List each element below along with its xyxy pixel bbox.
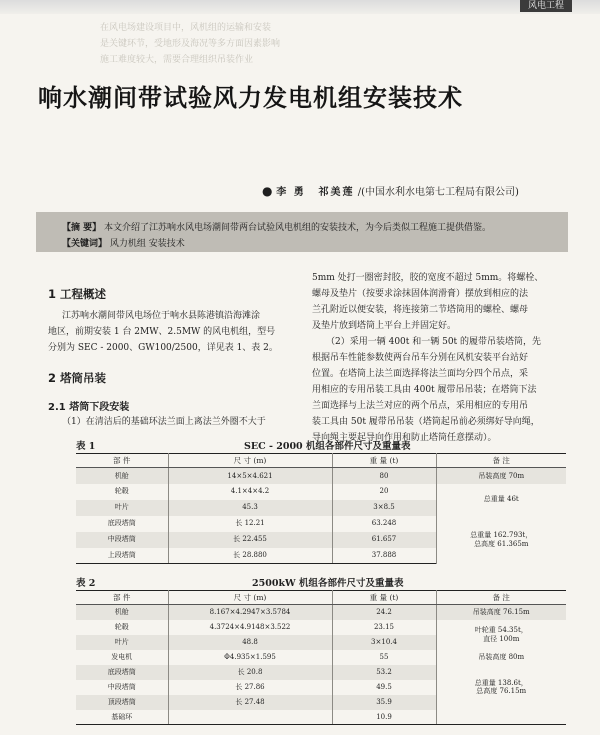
table-cell: 长 22.455 xyxy=(168,532,332,548)
table-cell: 中段塔筒 xyxy=(76,532,168,548)
abstract-box xyxy=(36,212,568,252)
table-cell: 23.15 xyxy=(332,620,436,635)
table-caption: SEC - 2000 机组各部件尺寸及重量表 xyxy=(244,441,411,452)
table-row xyxy=(76,468,566,484)
table-label: 表 2 xyxy=(76,578,96,589)
table-cell: 长 12.21 xyxy=(168,516,332,532)
paragraph-line: （2）采用一辆 400t 和一辆 50t 的履带吊装塔筒，先 xyxy=(326,337,542,347)
table-header: 备 注 xyxy=(436,454,566,468)
table-cell: 3×10.4 xyxy=(332,635,436,650)
table-2500kw xyxy=(76,590,566,725)
table-cell: 机舱 xyxy=(76,468,168,484)
table-cell: 叶片 xyxy=(76,635,168,650)
paragraph-line: 地区，前期安装 1 台 2MW、2.5MW 的风电机组，型号 xyxy=(48,327,276,337)
table-header: 重 量 (t) xyxy=(332,591,436,605)
author-affiliation: /(中国水利水电第七工程局有限公司) xyxy=(357,187,519,198)
table-cell: 轮毂 xyxy=(76,484,168,500)
paragraph-line: 用相应的专用吊装工具由 400t 履带吊吊装；在塔筒下法 xyxy=(312,385,537,395)
table-note xyxy=(436,620,566,650)
table-cell: 10.9 xyxy=(332,710,436,725)
bullet-icon: ● xyxy=(262,184,277,198)
paragraph-line: （1）在清洁后的基础环法兰面上离法兰外圈不大于 xyxy=(62,417,266,427)
table-note: 总重量 46t xyxy=(436,484,566,516)
keywords-text: 风力机组 安装技术 xyxy=(109,239,185,249)
table-cell: 24.2 xyxy=(332,605,436,620)
table-note-line: 总高度 76.15m xyxy=(476,687,527,695)
table-cell: 4.1×4×4.2 xyxy=(168,484,332,500)
bleed-through-text: 施工难度较大，需要合理组织吊装作业 xyxy=(100,55,254,65)
table-header: 备 注 xyxy=(436,591,566,605)
table-header: 部 件 xyxy=(76,591,168,605)
paragraph-line: 及垫片放到塔筒上平台上并固定好。 xyxy=(312,321,457,331)
paragraph-line: 螺母及垫片（按要求涂抹固体润滑膏）摆放到相应的法 xyxy=(312,289,529,299)
table-cell: 基础环 xyxy=(76,710,168,725)
table-header: 尺 寸 (m) xyxy=(168,591,332,605)
table-cell: 长 27.48 xyxy=(168,695,332,710)
table-cell: 轮毂 xyxy=(76,620,168,635)
subsection-heading: 2.1 塔筒下段安装 xyxy=(48,402,130,413)
table-note-line: 直径 100m xyxy=(483,634,520,643)
table-label: 表 1 xyxy=(76,441,96,452)
paragraph-line: 导向绳主要起导向作用和防止塔筒任意摆动）。 xyxy=(312,433,497,443)
table-cell: 4.3724×4.9148×3.522 xyxy=(168,620,332,635)
table-note-line: 叶轮重 54.35t， xyxy=(474,626,528,635)
table-row xyxy=(76,484,566,500)
abstract-label: 【摘 要】 xyxy=(62,223,102,233)
table-row xyxy=(76,650,566,665)
section-tab: 风电工程 xyxy=(520,0,572,12)
table-cell: 3×8.5 xyxy=(332,500,436,516)
table-note xyxy=(436,710,566,725)
table-cell: 顶段塔筒 xyxy=(76,695,168,710)
table-cell: 长 20.8 xyxy=(168,665,332,680)
paragraph-line: 位置。在塔筒上法兰面选择将法兰面均分四个吊点，采 xyxy=(312,369,529,379)
table-cell: 20 xyxy=(332,484,436,500)
table-cell: 发电机 xyxy=(76,650,168,665)
table-cell: 80 xyxy=(332,468,436,484)
article-title: 响水潮间带试验风力发电机组安装技术 xyxy=(38,84,463,112)
section-heading: 1 工程概述 xyxy=(48,287,107,301)
table-row xyxy=(76,605,566,620)
paragraph-line: 根据吊车性能参数使两台吊车分别在风机安装平台站好 xyxy=(312,353,529,363)
paragraph-line: 分别为 SEC - 2000、GW100/2500，详见表 1、表 2。 xyxy=(48,343,278,353)
abstract-line xyxy=(62,220,491,233)
table-row xyxy=(76,620,566,635)
table-cell: 63.248 xyxy=(332,516,436,532)
table-note-line: 总重量 162.793t， xyxy=(470,531,533,540)
paragraph-line: 兰孔附近以便安装，将连接第二节塔筒用的螺栓、螺母 xyxy=(312,305,529,315)
table-cell: 底段塔筒 xyxy=(76,665,168,680)
table-cell: 长 28.880 xyxy=(168,548,332,564)
table-note-line: 总高度 61.365m xyxy=(474,539,529,548)
table-header: 尺 寸 (m) xyxy=(168,454,332,468)
table-header: 部 件 xyxy=(76,454,168,468)
paragraph-line: 兰面选择与上法兰对应的两个吊点，采用相应的专用吊 xyxy=(312,401,529,411)
table-cell: 机舱 xyxy=(76,605,168,620)
bleed-through-text: 是关键环节，受地形及海况等多方面因素影响 xyxy=(100,39,281,49)
table-cell: 底段塔筒 xyxy=(76,516,168,532)
table-cell: 14×5×4.621 xyxy=(168,468,332,484)
table-cell xyxy=(168,710,332,725)
paragraph-line: 江苏响水潮间带风电场位于响水县陈港镇沿海滩涂 xyxy=(62,311,261,321)
table-cell: 61.657 xyxy=(332,532,436,548)
table-row xyxy=(76,665,566,680)
author-name: 祁美莲 xyxy=(318,187,355,198)
table-cell: 叶片 xyxy=(76,500,168,516)
table-header: 重 量 (t) xyxy=(332,454,436,468)
keywords-label: 【关键词】 xyxy=(62,239,108,249)
table-note: 吊装高度 76.15m xyxy=(436,605,566,620)
author-line xyxy=(262,183,519,198)
table-cell: 8.167×4.2947×3.5784 xyxy=(168,605,332,620)
abstract-text: 本文介绍了江苏响水风电场潮间带两台试验风电机组的安装技术，为今后类似工程施工提供借鉴。 xyxy=(104,223,492,233)
table-cell: 49.5 xyxy=(332,680,436,695)
table-cell: 37.888 xyxy=(332,548,436,564)
author-name: 李 勇 xyxy=(276,187,306,198)
paragraph-line: 装工具由 50t 履带吊吊装（塔筒起吊前必须绑好导向绳， xyxy=(312,417,540,427)
table-note xyxy=(436,516,566,564)
paragraph-line: 5mm 处打一圈密封胶，胶的宽度不超过 5mm。将螺栓、 xyxy=(312,273,544,283)
table-row xyxy=(76,516,566,532)
table-cell: 长 27.86 xyxy=(168,680,332,695)
table-note: 吊装高度 80m xyxy=(436,650,566,665)
header-band xyxy=(0,0,600,14)
table-cell: Φ4.935×1.595 xyxy=(168,650,332,665)
table-note xyxy=(436,665,566,710)
table-caption: 2500kW 机组各部件尺寸及重量表 xyxy=(252,578,404,589)
table-cell: 35.9 xyxy=(332,695,436,710)
table-cell: 55 xyxy=(332,650,436,665)
keywords-line xyxy=(62,236,185,249)
table-sec2000 xyxy=(76,453,566,564)
table-row xyxy=(76,710,566,725)
table-cell: 53.2 xyxy=(332,665,436,680)
bleed-through-text: 在风电场建设项目中，风机组的运输和安装 xyxy=(100,23,272,33)
table-cell: 上段塔筒 xyxy=(76,548,168,564)
table-note: 吊装高度 70m xyxy=(436,468,566,484)
table-cell: 中段塔筒 xyxy=(76,680,168,695)
table-note-line: 总重量 138.6t， xyxy=(474,678,528,687)
table-cell: 48.8 xyxy=(168,635,332,650)
section-heading: 2 塔筒吊装 xyxy=(48,371,107,385)
table-cell: 45.3 xyxy=(168,500,332,516)
